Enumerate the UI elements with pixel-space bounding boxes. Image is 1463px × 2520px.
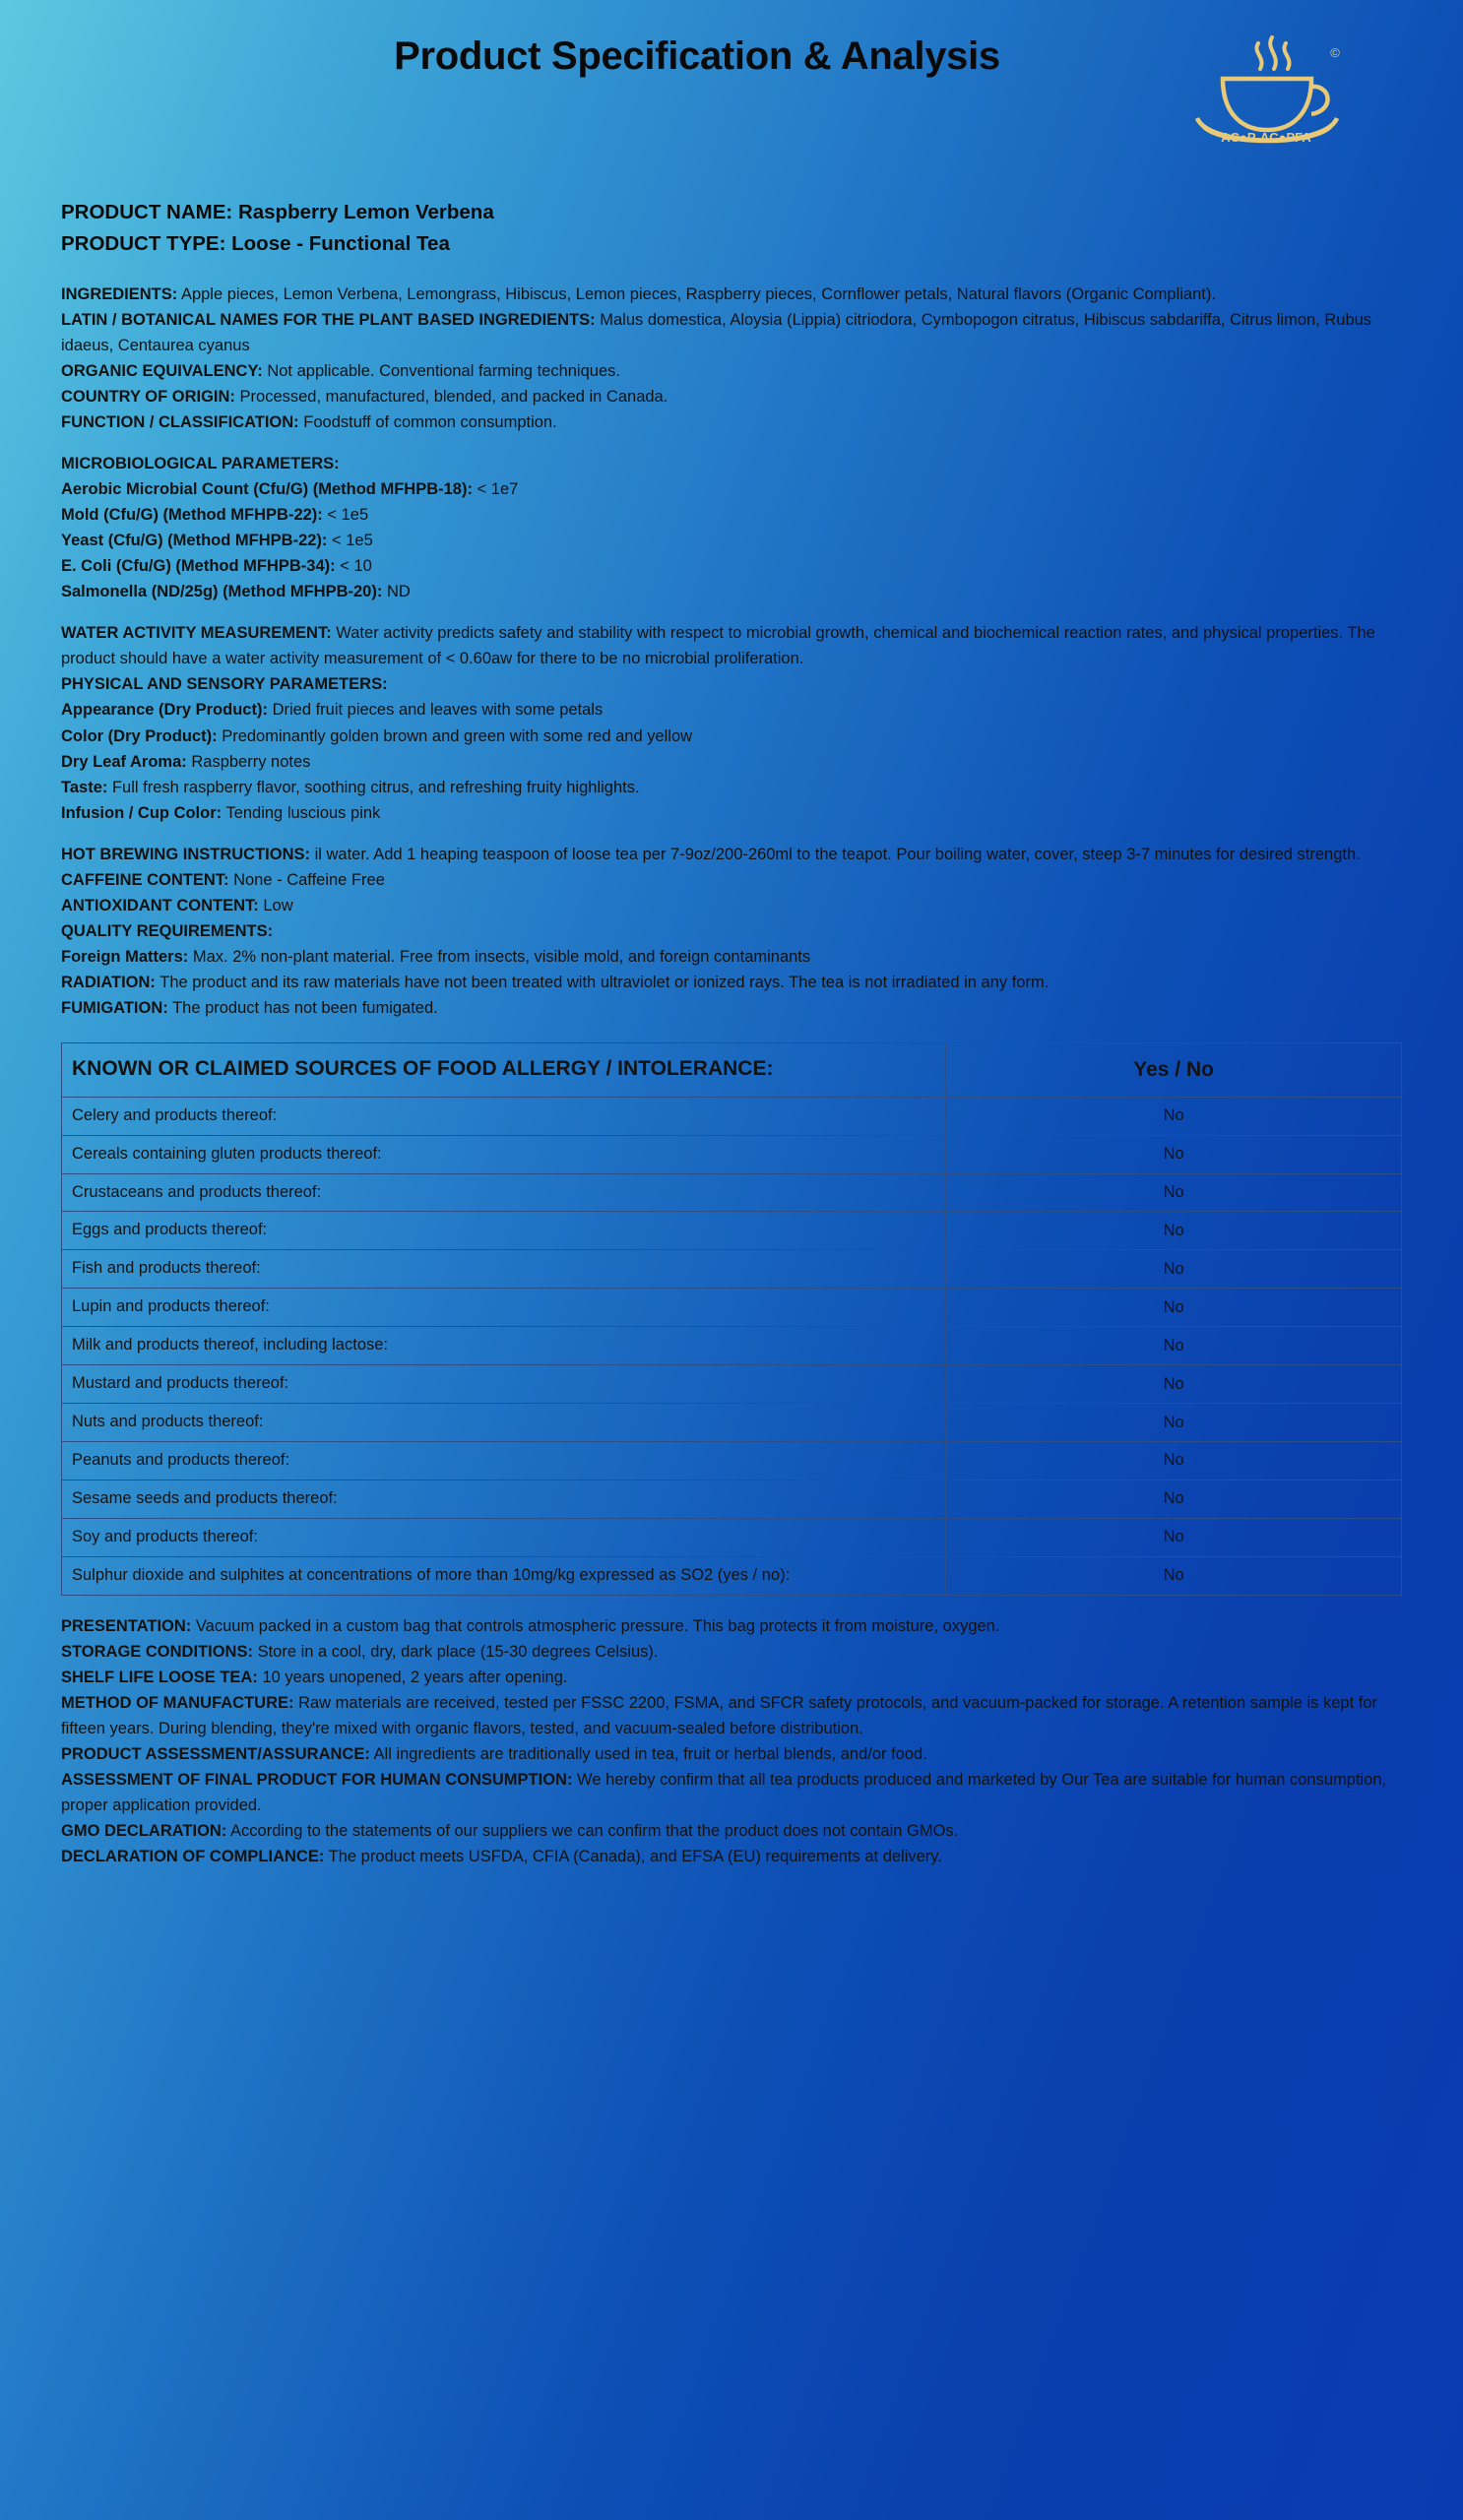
footer-label: SHELF LIFE LOOSE TEA: (61, 1668, 258, 1686)
physical-label: Dry Leaf Aroma: (61, 752, 187, 771)
physical-label: Taste: (61, 778, 108, 796)
water-activity-value: Water activity predicts safety and stability with respect to microbial growth, chemical and biochemical reaction rates, and physical properties. The product should have a water activity measurement of < 0.60aw for there to be no microbial proliferation. (61, 624, 1375, 668)
footer-value: The product meets USFDA, CFIA (Canada), and EFSA (EU) requirements at delivery. (328, 1848, 942, 1866)
table-row (62, 1250, 1402, 1289)
micro-heading-text: MICROBIOLOGICAL PARAMETERS: (61, 454, 340, 472)
table-row (62, 1212, 1402, 1250)
micro-heading (61, 451, 1402, 476)
brewing-label: HOT BREWING INSTRUCTIONS: (61, 845, 310, 863)
allergen-value: No (946, 1097, 1402, 1135)
allergen-table (61, 1042, 1402, 1595)
detail-organic-equivalency (61, 358, 1402, 384)
physical-row (61, 800, 1402, 826)
product-assessment (61, 1741, 1402, 1767)
table-row (62, 1327, 1402, 1365)
quality-value: Max. 2% non-plant material. Free from insects, visible mold, and foreign contaminants (192, 948, 811, 967)
detail-value: Malus domestica, Aloysia (Lippia) citriodora, Cymbopogon citratus, Hibiscus sabdariffa, Citrus limon, Rubus idaeus, Centaurea cyanus (61, 310, 1372, 354)
physical-sensory-parameters (61, 671, 1402, 825)
product-type-label: PRODUCT TYPE: (61, 231, 226, 255)
micro-value: < 10 (340, 557, 372, 576)
quality-value: The product has not been fumigated. (172, 999, 438, 1018)
allergen-label: Crustaceans and products thereof: (62, 1173, 946, 1212)
product-name-label: PRODUCT NAME: (61, 201, 233, 223)
physical-label: Color (Dry Product): (61, 726, 218, 745)
product-name-value: Raspberry Lemon Verbena (237, 201, 494, 223)
quality-heading-text: QUALITY REQUIREMENTS: (61, 921, 274, 940)
allergen-value: No (946, 1518, 1402, 1556)
storage-conditions (61, 1639, 1402, 1665)
water-activity-label: WATER ACTIVITY MEASUREMENT: (61, 624, 332, 643)
micro-row (61, 553, 1402, 579)
footer-value: Raw materials are received, tested per FSSC 2200, FSMA, and SFCR safety protocols, and vacuum-packed for storage. A retention sample is kept for fifteen years. During blending, they're mixed with organic flavors, tested, and vacuum-sealed before distribution. (61, 1693, 1378, 1737)
quality-heading (61, 918, 1402, 944)
final-product-assessment (61, 1767, 1402, 1818)
micro-label: E. Coli (Cfu/G) (Method MFHPB-34): (61, 557, 336, 576)
detail-latin-names (61, 307, 1402, 358)
brewing-value: None - Caffeine Free (233, 870, 385, 889)
document-header (61, 0, 1402, 197)
detail-ingredients (61, 282, 1402, 307)
detail-function-classification (61, 410, 1402, 435)
footer-label: PRESENTATION: (61, 1616, 192, 1635)
allergen-label: Lupin and products thereof: (62, 1289, 946, 1327)
brewing-value: il water. Add 1 heaping teaspoon of loose tea per 7-9oz/200-260ml to the teapot. Pour boiling water, cover, steep 3-7 minutes for desired strength. (314, 845, 1361, 863)
table-row (62, 1097, 1402, 1135)
allergen-label: Soy and products thereof: (62, 1518, 946, 1556)
physical-row (61, 697, 1402, 723)
table-row (62, 1404, 1402, 1442)
physical-value: Raspberry notes (191, 752, 311, 771)
physical-label: Infusion / Cup Color: (61, 803, 223, 822)
detail-label: LATIN / BOTANICAL NAMES FOR THE PLANT BASED INGREDIENTS: (61, 310, 596, 329)
allergen-value: No (946, 1480, 1402, 1518)
quality-label: FUMIGATION: (61, 999, 168, 1018)
physical-value: Tending luscious pink (225, 803, 381, 822)
table-row (62, 1442, 1402, 1480)
footer-label: DECLARATION OF COMPLIANCE: (61, 1848, 325, 1866)
detail-value: Foodstuff of common consumption. (303, 412, 557, 431)
allergen-value: No (946, 1289, 1402, 1327)
quality-label: Foreign Matters: (61, 948, 189, 967)
quality-row (61, 970, 1402, 995)
brewing-label: ANTIOXIDANT CONTENT: (61, 896, 259, 914)
detail-label: COUNTRY OF ORIGIN: (61, 387, 235, 406)
physical-row (61, 749, 1402, 775)
gmo-declaration (61, 1818, 1402, 1844)
table-row (62, 1135, 1402, 1173)
micro-row (61, 502, 1402, 528)
footer-label: PRODUCT ASSESSMENT/ASSURANCE: (61, 1745, 370, 1764)
water-activity-measurement (61, 620, 1402, 671)
physical-row (61, 775, 1402, 800)
detail-label: FUNCTION / CLASSIFICATION: (61, 412, 299, 431)
quality-label: RADIATION: (61, 974, 156, 992)
table-row (62, 1365, 1402, 1404)
method-of-manufacture (61, 1690, 1402, 1741)
page-title: Product Specification & Analysis (394, 34, 1000, 78)
quality-requirements (61, 918, 1402, 1021)
micro-label: Mold (Cfu/G) (Method MFHPB-22): (61, 506, 323, 525)
allergen-label: Milk and products thereof, including lactose: (62, 1327, 946, 1365)
footer-value: We hereby confirm that all tea products produced and marketed by Our Tea are suitable for human consumption, proper application provided. (61, 1771, 1387, 1815)
table-header-row (62, 1043, 1402, 1098)
brewing-value: Low (263, 896, 293, 914)
allergen-label: Mustard and products thereof: (62, 1365, 946, 1404)
footer-label: METHOD OF MANUFACTURE: (61, 1693, 294, 1712)
micro-value: ND (386, 583, 411, 601)
detail-label: INGREDIENTS: (61, 284, 178, 303)
hot-brewing-instructions (61, 842, 1402, 867)
product-identity (61, 197, 1402, 260)
allergen-label: Nuts and products thereof: (62, 1404, 946, 1442)
allergen-value: No (946, 1135, 1402, 1173)
footer-value: Vacuum packed in a custom bag that controls atmospheric pressure. This bag protects it from moisture, oxygen. (195, 1616, 1000, 1635)
tea-cup-logo (1187, 24, 1345, 166)
brewing-section (61, 842, 1402, 918)
quality-value: The product and its raw materials have not been treated with ultraviolet or ionized rays. The tea is not irradiated in any form. (159, 974, 1050, 992)
micro-label: Aerobic Microbial Count (Cfu/G) (Method MFHPB-18): (61, 479, 473, 498)
micro-value: < 1e7 (477, 479, 519, 498)
allergen-label: Fish and products thereof: (62, 1250, 946, 1289)
micro-row (61, 528, 1402, 553)
product-details (61, 282, 1402, 435)
allergen-value: No (946, 1404, 1402, 1442)
footer-declarations (61, 1613, 1402, 1870)
micro-row (61, 476, 1402, 502)
physical-value: Dried fruit pieces and leaves with some petals (272, 701, 604, 720)
presentation (61, 1613, 1402, 1639)
quality-row (61, 995, 1402, 1021)
footer-value: All ingredients are traditionally used in tea, fruit or herbal blends, and/or food. (373, 1745, 927, 1764)
product-type-value: Loose - Functional Tea (231, 231, 450, 255)
micro-value: < 1e5 (332, 532, 373, 550)
logo-text: AC●P-AC●PFA (1221, 130, 1311, 145)
micro-value: < 1e5 (327, 506, 369, 525)
footer-value: According to the statements of our suppliers we can confirm that the product does not contain GMOs. (230, 1822, 959, 1841)
product-name-line (61, 197, 1402, 228)
allergen-value: No (946, 1250, 1402, 1289)
detail-value: Apple pieces, Lemon Verbena, Lemongrass, Hibiscus, Lemon pieces, Raspberry pieces, Cornflower petals, Natural flavors (Organic Compliant). (180, 284, 1216, 303)
microbiological-parameters (61, 451, 1402, 604)
copyright-icon: © (1330, 45, 1340, 60)
physical-heading (61, 671, 1402, 697)
allergen-value: No (946, 1365, 1402, 1404)
allergen-value: No (946, 1327, 1402, 1365)
table-row (62, 1518, 1402, 1556)
physical-heading-text: PHYSICAL AND SENSORY PARAMETERS: (61, 675, 388, 694)
table-row (62, 1556, 1402, 1595)
allergen-label: Eggs and products thereof: (62, 1212, 946, 1250)
quality-row (61, 944, 1402, 970)
caffeine-content (61, 867, 1402, 893)
brewing-label: CAFFEINE CONTENT: (61, 870, 229, 889)
footer-value: 10 years unopened, 2 years after opening. (262, 1668, 568, 1686)
detail-value: Processed, manufactured, blended, and packed in Canada. (239, 387, 668, 406)
detail-country-of-origin (61, 384, 1402, 410)
footer-label: ASSESSMENT OF FINAL PRODUCT FOR HUMAN CONSUMPTION: (61, 1771, 573, 1790)
antioxidant-content (61, 893, 1402, 918)
allergen-value: No (946, 1442, 1402, 1480)
allergen-value: No (946, 1556, 1402, 1595)
allergen-value: No (946, 1212, 1402, 1250)
allergen-header-label: KNOWN OR CLAIMED SOURCES OF FOOD ALLERGY / INTOLERANCE: (62, 1043, 946, 1098)
allergen-value: No (946, 1173, 1402, 1212)
physical-value: Predominantly golden brown and green with some red and yellow (222, 726, 693, 745)
allergen-label: Celery and products thereof: (62, 1097, 946, 1135)
table-row (62, 1480, 1402, 1518)
footer-value: Store in a cool, dry, dark place (15-30 degrees Celsius). (257, 1642, 659, 1661)
declaration-of-compliance (61, 1844, 1402, 1869)
footer-label: GMO DECLARATION: (61, 1822, 227, 1841)
allergen-label: Sulphur dioxide and sulphites at concentrations of more than 10mg/kg expressed as SO2 (yes / no): (62, 1556, 946, 1595)
detail-label: ORGANIC EQUIVALENCY: (61, 361, 263, 380)
micro-label: Salmonella (ND/25g) (Method MFHPB-20): (61, 583, 383, 601)
product-type-line (61, 228, 1402, 260)
micro-row (61, 579, 1402, 604)
shelf-life (61, 1665, 1402, 1690)
allergen-label: Peanuts and products thereof: (62, 1442, 946, 1480)
micro-label: Yeast (Cfu/G) (Method MFHPB-22): (61, 532, 328, 550)
physical-row (61, 724, 1402, 749)
allergen-label: Sesame seeds and products thereof: (62, 1480, 946, 1518)
table-row (62, 1289, 1402, 1327)
allergen-header-yesno: Yes / No (946, 1043, 1402, 1098)
detail-value: Not applicable. Conventional farming techniques. (267, 361, 620, 380)
allergen-label: Cereals containing gluten products thereof: (62, 1135, 946, 1173)
physical-value: Full fresh raspberry flavor, soothing citrus, and refreshing fruity highlights. (111, 778, 640, 796)
physical-label: Appearance (Dry Product): (61, 701, 268, 720)
table-row (62, 1173, 1402, 1212)
footer-label: STORAGE CONDITIONS: (61, 1642, 253, 1661)
